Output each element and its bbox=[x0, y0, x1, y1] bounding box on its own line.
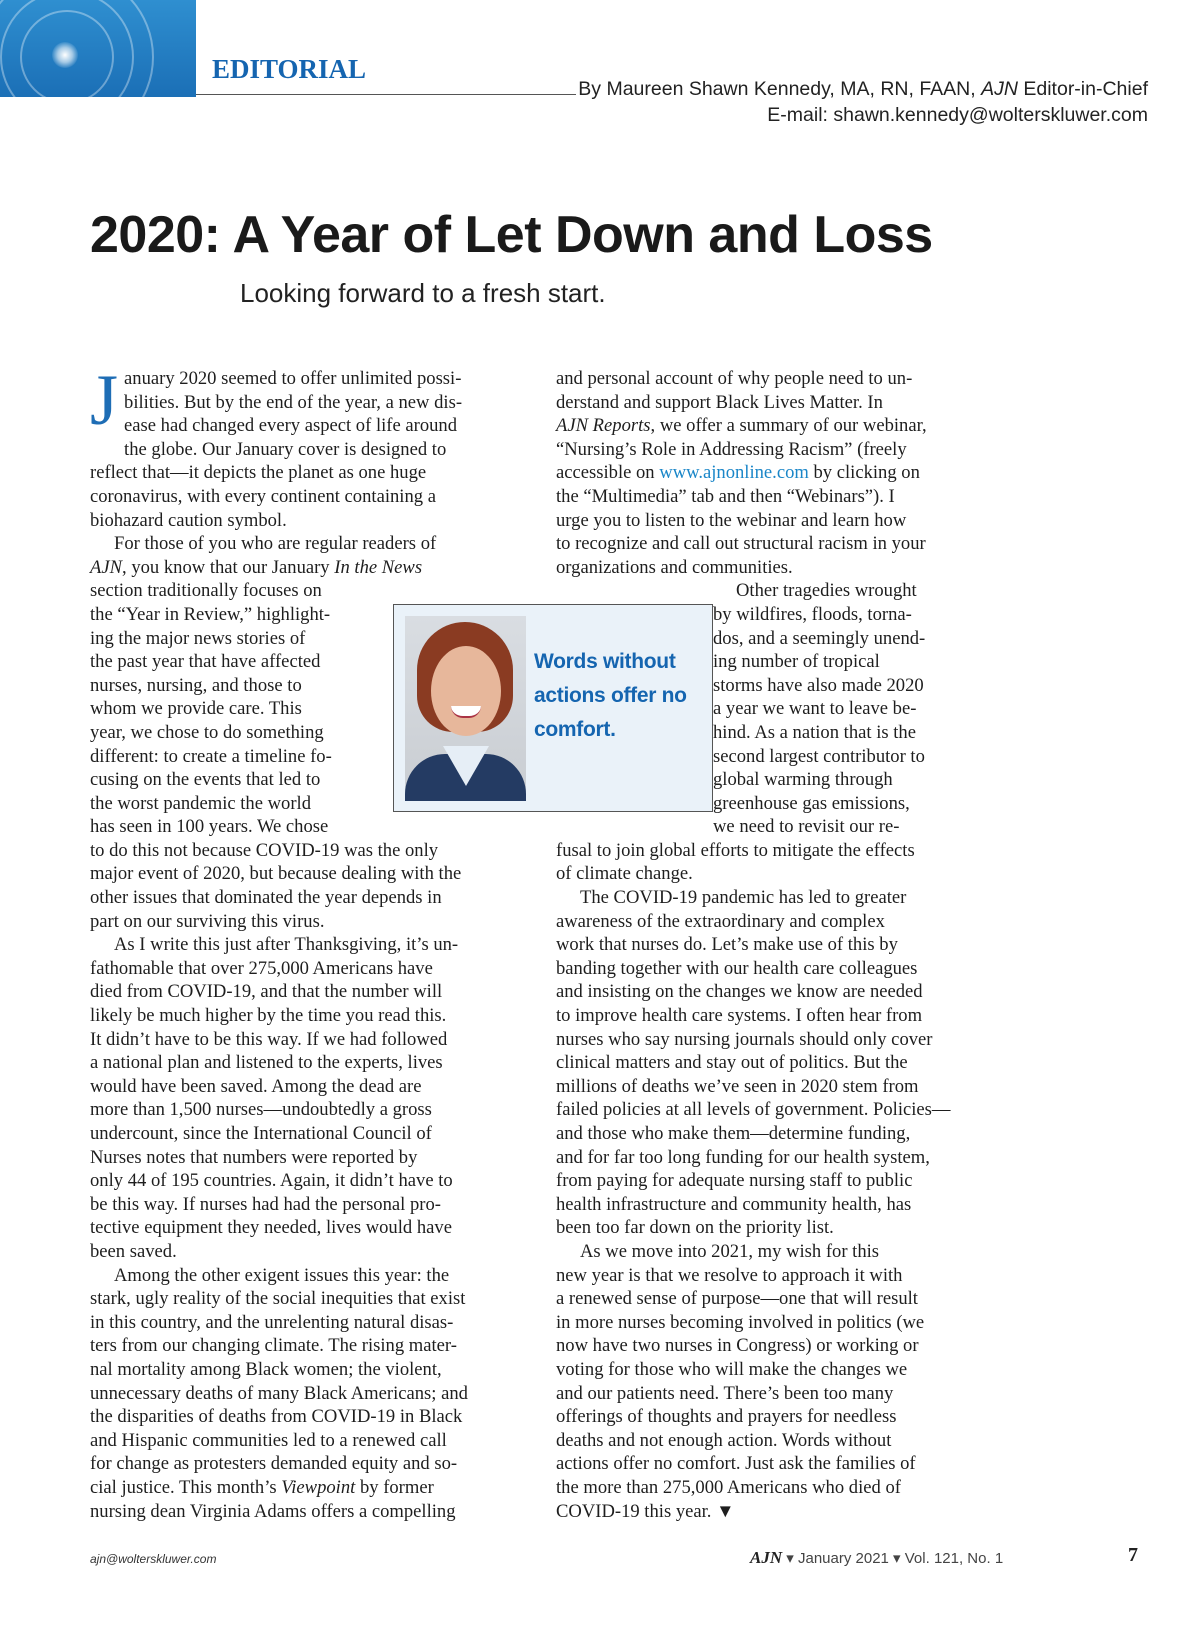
paragraph: The COVID-19 pandemic has led to greater awareness of the extraordinary and complex work that nurses do. Let’s make use of this by banding together with our health care colleagues and insisting on the changes we know are needed to improve health care systems. I often hear from nurses who say nursing journals should only cover clinical matters and stay out of politics. But the millions of deaths we’ve seen in 2020 stem from failed policies at all levels of government. Policies— and those who make them—determine funding, and for far too long funding for our health system, from paying for adequate nursing staff to public health infrastructure and community health, has been too far down on the priority list. bbox=[556, 887, 951, 1239]
drop-cap: J bbox=[90, 360, 119, 440]
section-label: EDITORIAL bbox=[212, 54, 367, 84]
article-deck: Looking forward to a fresh start. bbox=[240, 278, 606, 308]
paragraph: Other tragedies wrought by wildfires, floods, torna- dos, and a seemingly unend- ing number of tropical storms have also made 2020 a year we want to leave be- hind. As a nation that is the second largest contributor to global warming through greenhouse gas emissions, we need to revisit our re- fusal to join global efforts to mitigate the effects of climate change. bbox=[556, 580, 926, 885]
paragraph: As we move into 2021, my wish for this new year is that we resolve to approach it with a renewed sense of purpose—one that will result in more nurses becoming involved in politics (we now have two nurses in Congress) or working or voting for those who will make the changes we and our patients need. There’s been too many offerings of thoughts and prayers for needless deaths and not enough action. Words without actions offer no comfort. Just ask the families of the more than 275,000 Americans who died of COVID-19 this year. ▼ bbox=[556, 1240, 925, 1522]
footer-issue: ▾ January 2021 ▾ Vol. 121, No. 1 bbox=[782, 1550, 1004, 1567]
paragraph: and personal account of why people need to un- derstand and support Black Lives Matter. In AJN Reports, we offer a summary of our webinar, “Nursing’s Role in Addressing Racism” (freely accessible on www.ajnonline.com by clicking on the “Multimedia” tab and then “Webinars”). I urge you to listen to the webinar and learn how to recognize and call out structural racism in your organizations and communities. bbox=[556, 368, 927, 578]
paragraph: J anuary 2020 seemed to offer unlimited possi- bilities. But by the end of the year, a new dis- ease had changed every aspect of life around the globe. Our January cover is designed to reflect that—it depicts the planet as one huge coronavirus, with every continent containing a biohazard caution symbol. bbox=[90, 360, 463, 531]
byline-email: E-mail: shawn.kennedy@wolterskluwer.com bbox=[767, 104, 1148, 126]
pullquote-text: Words without actions offer no comfort. bbox=[534, 650, 687, 741]
header-corner-graphic bbox=[0, 0, 196, 97]
article-title: 2020: A Year of Let Down and Loss bbox=[90, 206, 933, 264]
footer-journal-name: AJN bbox=[750, 1548, 783, 1567]
paragraph: Among the other exigent issues this year: the stark, ugly reality of the social inequities that exist in this country, and the unrelenting natural disas- ters from our changing climate. The rising mater- nal mortality among Black women; the violent, unnecessary deaths of many Black Americans; and the disparities of deaths from COVID-19 in Black and Hispanic communities led to a renewed call for change as protesters demanded equity and so- cial justice. This month’s Viewpoint by former nursing dean Virginia Adams offers a compelling bbox=[90, 1264, 468, 1522]
header-rule bbox=[196, 94, 576, 95]
pullquote-box bbox=[393, 604, 713, 812]
paragraph: As I write this just after Thanksgiving, it’s un- fathomable that over 275,000 Americans have died from COVID-19, and that the number will likely be much higher by the time you read this. It didn’t have to be this way. If we had followed a national plan and listened to the experts, lives would have been saved. Among the dead are more than 1,500 nurses—undoubtedly a gross undercount, since the International Council of Nurses notes that numbers were reported by only 44 of 195 countries. Again, it didn’t have to be this way. If nurses had had the personal pro- tective equipment they needed, lives would have been saved. bbox=[90, 934, 459, 1262]
byline bbox=[578, 76, 1148, 128]
article-body-column-1 bbox=[90, 360, 468, 1523]
footer-journal-info bbox=[750, 1548, 1003, 1568]
byline-name: By Maureen Shawn Kennedy, MA, RN, FAAN, bbox=[578, 78, 982, 100]
ajnonline-link[interactable]: www.ajnonline.com bbox=[659, 462, 809, 484]
down-triangle-end-mark-icon: ▼ bbox=[716, 1500, 735, 1522]
paragraph: For those of you who are regular readers of AJN, you know that our January In the News section traditionally focuses on the “Year in Review,” highlight- ing the major news stories of the past year that have affected nurses, nursing, and those to whom we provide care. This year, we chose to do something different: to create a timeline fo- cusing on the events that led to the worst pandemic the world has seen in 100 years. We chose to do this not because COVID-19 was the only major event of 2020, but because dealing with the other issues that dominated the year depends in part on our surviving this virus. bbox=[90, 533, 462, 932]
footer-email: ajn@wolterskluwer.com bbox=[90, 1552, 217, 1566]
article-body-column-2 bbox=[556, 367, 951, 1523]
author-photo bbox=[405, 616, 526, 801]
byline-journal: AJN bbox=[981, 78, 1018, 100]
byline-role: Editor-in-Chief bbox=[1017, 78, 1148, 100]
page-number: 7 bbox=[1128, 1544, 1138, 1566]
